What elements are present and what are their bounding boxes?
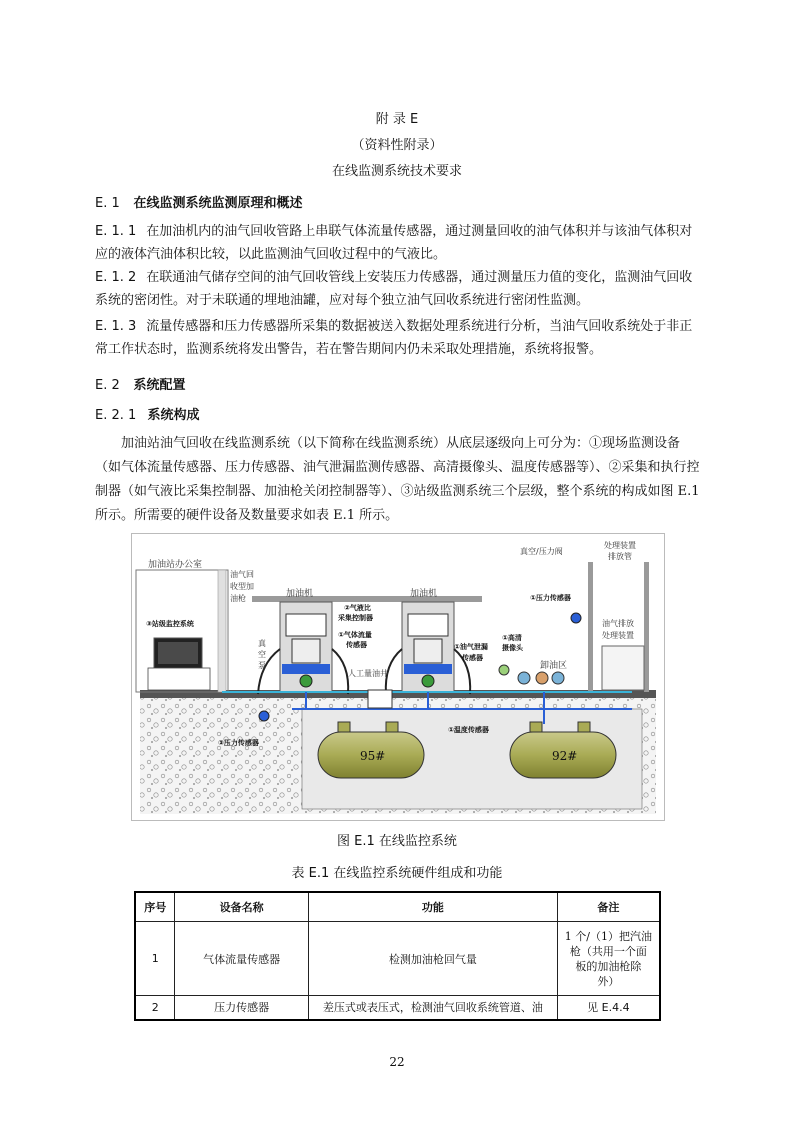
clause-number: E. 1. 2	[95, 270, 137, 285]
table-header-cell: 序号	[135, 892, 175, 922]
system-description: 加油站油气回收在线监测系统（以下简称在线监测系统）从底层逐级向上可分为：①现场监测设备（如气体流量传感器、压力传感器、油气泄漏监测传感器、高清摄像头、温度传感器等）、②采集和执行控制器（如气液比采集控制器、加油枪关闭控制器等）、③站级监测系统三个层级，整个系统的构成如图 E.1 所示。所需要的硬件设备及数量要求如表 E.1 所示。	[95, 436, 700, 523]
section-title: 系统配置	[133, 378, 186, 393]
table-header-cell: 备注	[557, 892, 660, 922]
page-number: 22	[389, 1055, 405, 1069]
label-pressure-sensor-bottom: ①压力传感器	[218, 739, 259, 747]
cell-note	[557, 922, 660, 996]
label-controller-2: 采集控制器	[338, 614, 373, 622]
section-number: E. 2. 1	[95, 408, 137, 423]
label-camera-2: 摄像头	[502, 644, 523, 652]
label-vapor-treatment-1: 油气排放	[602, 619, 634, 628]
clause-text: 在加油机内的油气回收管路上串联气体流量传感器，通过测量回收的油气体积并与该油气体积对应的液体汽油体积比较，以此监测油气回收过程中的气液比。	[95, 224, 693, 262]
section-title: 在线监测系统监测原理和概述	[133, 196, 303, 211]
label-pv-valve: 真空/压力阀	[520, 547, 563, 556]
treatment-vent-pipe	[644, 562, 649, 692]
table-row	[135, 922, 660, 996]
label-camera-1: ①高清	[502, 634, 522, 642]
dispenser-1	[280, 602, 332, 692]
label-vent-pipe-2: 排放管	[608, 552, 632, 561]
label-vacuum-pump-2: 空	[258, 650, 266, 659]
label-manual-well: 人工量油井	[348, 669, 388, 678]
monitor-desk	[148, 668, 210, 690]
label-vacuum-pump-3: 泵	[258, 661, 266, 670]
manual-well-box	[368, 690, 392, 708]
label-flow-sensor-1: ①气体流量	[338, 631, 372, 639]
section-e2-heading	[95, 374, 186, 393]
cell-func: 检测加油枪回气量	[308, 922, 557, 996]
label-leak-sensor-1: ①油气泄漏	[454, 643, 488, 651]
clause-e12	[95, 266, 701, 312]
label-vapor-nozzle-3: 油枪	[230, 594, 246, 603]
clause-number: E. 1. 1	[95, 224, 137, 239]
camera-icon	[499, 665, 509, 675]
label-vacuum-pump-1: 真	[258, 639, 266, 648]
system-diagram	[131, 533, 665, 821]
cell-no: 2	[135, 996, 175, 1020]
label-station-monitor: ③站级监控系统	[146, 620, 194, 628]
appendix-title: 附 录 E	[375, 112, 419, 127]
label-vapor-treatment-2: 处理装置	[602, 631, 634, 640]
label-dispenser-1: 加油机	[286, 589, 314, 599]
table-row	[135, 996, 660, 1020]
vent-pipe	[588, 562, 593, 692]
label-vapor-nozzle-2: 收型加	[230, 582, 254, 591]
section-e1-heading	[95, 192, 303, 211]
table-header-row	[135, 892, 660, 922]
hardware-table	[134, 891, 661, 1021]
clause-text: 流量传感器和压力传感器所采集的数据被送入数据处理系统进行分析，当油气回收系统处于非正常工作状态时，监测系统将发出警告，若在警告期间内仍未采取处理措施，系统将报警。	[95, 319, 693, 357]
label-leak-sensor-2: 传感器	[462, 654, 483, 662]
label-dispenser-2: 加油机	[410, 589, 438, 599]
label-unload-area: 卸油区	[540, 661, 568, 671]
cell-no: 1	[135, 922, 175, 996]
pressure-sensor-icon	[571, 613, 581, 623]
label-office: 加油站办公室	[148, 560, 203, 570]
appendix-subtitle: （资料性附录）	[351, 138, 443, 153]
clause-e13	[95, 315, 701, 361]
label-vent-pipe-1: 处理装置	[604, 541, 636, 550]
system-diagram-svg	[132, 534, 664, 820]
clause-text: 在联通油气储存空间的油气回收管线上安装压力传感器，通过测量压力值的变化，监测油气回收系统的密闭性。对于未联通的埋地油罐，应对每个独立油气回收系统进行密闭性监测。	[95, 270, 693, 308]
section-number: E. 1	[95, 196, 120, 211]
appendix-heading: 在线监测系统技术要求	[331, 164, 462, 179]
cell-name: 压力传感器	[175, 996, 308, 1020]
label-temp-sensor: ①温度传感器	[448, 726, 489, 734]
cell-name: 气体流量传感器	[175, 922, 308, 996]
dispenser-2	[402, 602, 454, 692]
section-title: 系统构成	[147, 408, 200, 423]
unload-connector	[518, 672, 530, 684]
note-line: 1 个/（1）把汽油	[564, 929, 652, 943]
label-pressure-sensor-top: ①压力传感器	[530, 594, 571, 602]
clause-number: E. 1. 3	[95, 319, 137, 334]
vapor-treatment-unit	[602, 646, 644, 690]
label-tank-92: 92#	[552, 749, 578, 763]
cell-func: 差压式或表压式，检测油气回收系统管道、油	[308, 996, 557, 1020]
section-number: E. 2	[95, 378, 120, 393]
note-line: 板的加油枪除	[575, 959, 642, 973]
cell-note: 见 E.4.4	[557, 996, 660, 1020]
table-caption: 表 E.1 在线监控系统硬件组成和功能	[291, 866, 503, 881]
note-line: 枪（共用一个面	[569, 944, 647, 958]
section-e21-heading	[95, 404, 200, 423]
table-header-cell: 设备名称	[175, 892, 308, 922]
figure-caption: 图 E.1 在线监控系统	[337, 834, 457, 849]
table-header-cell: 功能	[308, 892, 557, 922]
label-flow-sensor-2: 传感器	[346, 641, 367, 649]
hose-2	[386, 649, 402, 694]
note-line: 外）	[597, 974, 620, 988]
label-tank-95: 95#	[360, 749, 386, 763]
label-controller-1: ②气液比	[344, 604, 371, 612]
clause-e11	[95, 220, 701, 266]
label-vapor-nozzle-1: 油气回	[230, 570, 254, 579]
